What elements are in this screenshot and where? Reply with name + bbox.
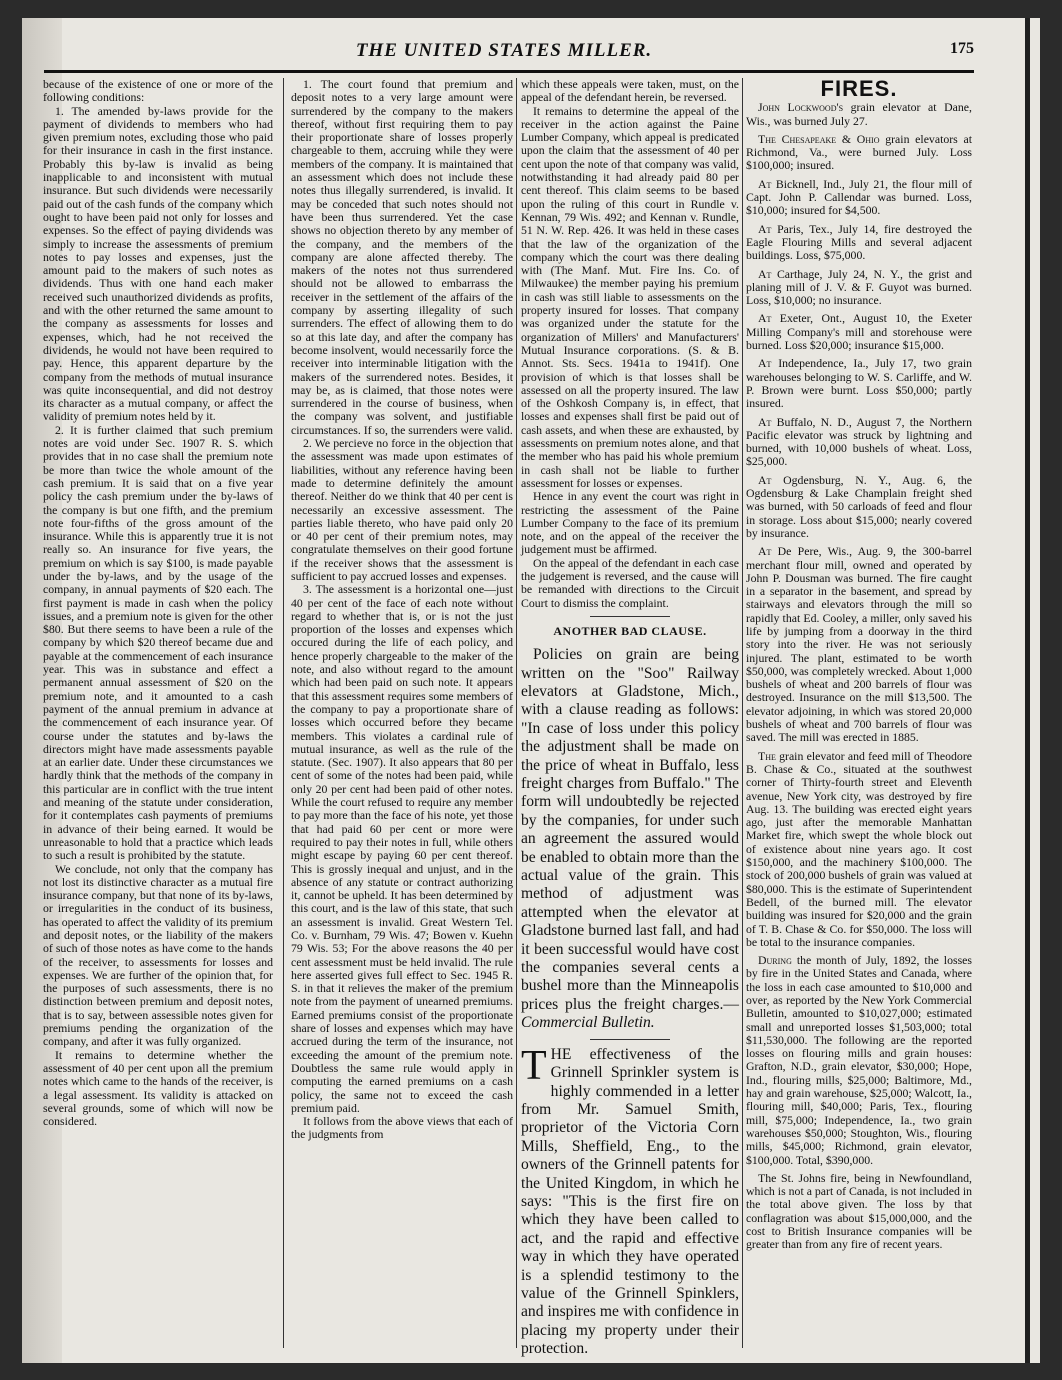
fire-report-lead: At <box>758 176 772 191</box>
column-2 <box>291 78 513 1348</box>
paragraph: 2. We percieve no force in the objection that the assessment was made upon estimates of liabilities, without any reference having been made to determine definitely the amount thereof. Neither do we think that 40 per cent is necessarily an excessive assessment. The parties liable thereto, who have paid only 20 or 40 per cent of their premium notes, may congratulate themselves on their good fortune if the receiver shows that the assessment is sufficient to pay accrued losses and expenses. <box>291 436 513 583</box>
article-text: Policies on grain are being written on the "Soo" Railway elevators at Gladstone, Mich., with a clause reading as follows: "In case of loss under this policy the adjustment shall be made on the price of wheat in Buffalo, less freight charges from Buffalo." The form will undoubtedly be rejected by the companies, for under such an agreement the assured would be enabled to obtain more than the actual value of the grain. This method of adjustment was attempted when the elevator at Gladstone burned last fall, and had it been successful would have cost the companies several cents a bushel more than the Minneapolis prices plus the freight charges.— <box>521 646 739 1013</box>
fire-report-text: De Pere, Wis., Aug. 9, the 300-barrel merchant flour mill, owned and operated by John P. Dousman was burned. The fire caught in a separator in the basement, and spread by stairways and elevators through the mill so rapidly that Ed. Cooley, a miller, only saved his life by jumping from a doorway in the third story into the river. He was not seriously injured. The plant, estimated to be worth $50,000, was completely wrecked. About 1,000 bushels of wheat and 200 barrels of flour was destroyed. Insurance on the mill $13,500. The elevator adjoining, in which was stored 20,000 bushels of wheat and 700 barrels of flour was saved. The mill was erected in 1885. <box>746 544 972 745</box>
column-4 <box>746 78 972 1348</box>
paragraph: It remains to determine the appeal of the receiver in the action against the Paine Lumber Company, which appeal is predicated upon the claim that the assessment of 40 per cent upon the note of that company was valid, notwithstanding it had already paid 80 per cent thereof. This claim seems to be based upon the ruling of this court in Rundle v. Kennan, 79 Wis. 492; and Kennan v. Rundle, 51 N. W. Rep. 426. It was held in these cases that the law of the organization of the company which the court was there dealing with (The Manf. Mut. Fire Ins. Co. of Milwaukee) the member paying his premium in cash was still liable to assessments on the property insured for losses. That company was organized under the statute for the organization of Millers' and Manufacturers' Mutual Insurance corporations. (S. & B. Annot. Sts. Secs. 1941a to 1941f). One provision of which is that losses shall be assessed on all the property insured. The law of the Oshkosh Company is, in effect, that losses and expenses shall first be paid out of cash assets, and when these are exhausted, by assessments on premium notes alone, and that the member who has paid his whole premium in cash shall not be liable to further assessment for losses or expenses. <box>521 103 739 490</box>
paragraph: On the appeal of the defendant in each case the judgement is reversed, and the cause will be remanded with directions to the Circuit Court to dismiss the complaint. <box>521 555 739 610</box>
fire-report <box>746 133 972 173</box>
page-number: 175 <box>950 40 974 57</box>
fire-report-text: grain elevator and feed mill of Theodore B. Chase & Co., situated at the southwest corner of Thirty-fourth street and Eleventh avenue, New York city, was destroyed by fire Aug. 13. The building was erected eight years ago, just after the memorable Manhattan Market fire, which swept the whole block out of existence about nine years ago. It cost $150,000, and the machinery $100,000. The stock of 200,000 bushels of grain was valued at $80,000. This is the estimate of Superintendent Bedell, of the burned mill. The elevator building was insured for $20,000 and the grain of T. B. Chase & Co. for $50,000. The loss will be total to the insurance companies. <box>746 748 972 949</box>
fire-report-text: The St. Johns fire, being in Newfoundland, which is not a part of Canada, is not included in the total above given. The loss by that conflagration was about $15,000,000, and the cost to British Insurance companies will be greater than from any fire of recent years. <box>746 1170 972 1252</box>
fire-report-lead: At <box>758 356 772 371</box>
fire-report <box>746 223 972 263</box>
section-rule <box>590 1039 670 1040</box>
article-body <box>521 646 739 1033</box>
paragraph: 1. The court found that premium and deposit notes to a very large amount were surrendered by the company to the makers thereof, without first requiring them to pay their proportionate share of losses properly chargeable to them, accruing while they were members of the company. It is maintained that an assessment which does not include these notes thus illegally surrendered, is invalid. It may be conceded that such notes should not have been thus surrendered. Yet the case shows no objection thereto by any member of the company, and the members of the company are alone affected thereby. The makers of the notes not thus surrendered should not be allowed to embarrass the receiver in the settlement of the affairs of the company by asserting illegality of such surrenders. The effect of allowing them to do so at this late day, and after the company has become insolvent, would necessarily force the receiver into interminable litigation with the makers of the surrendered notes. Besides, it may be, as is claimed, that those notes were surrendered in the course of business, when the company was solvent, and justifiable circumstances. If so, the surrenders were valid. <box>291 77 513 437</box>
section-rule <box>590 616 670 617</box>
paragraph: 2. It is further claimed that such premium notes are void under Sec. 1907 R. S. which provides that in no case shall the premium note be more than twice the whole amount of the cash premium. It is said that on a five year policy the cash premium under the by-laws of the company is but one fifth, and the premium note four-fifths of the gross amount of the insurance. While this is apparently true it is not really so. An insurance for five years, the premium on which is say $100, is made payable under the by-laws, and by the usage of the company, in annual payments of $20 each. The first payment is made in cash when the policy issues, and a premium note is given for the other $80. But there seems to have been a rule of the company by which $20 thereof became due and payable at the commencement of each insurance year. This was in substance and effect a permanent annual assessment of $20 on the premium note, and it amounted to a cash payment of the annual premium in advance at the commencement of each insurance year. Of course under the statutes and by-laws the directors might have made assessments payable at an earlier date. Under these circumstances we hardly think that the methods of the company in this particular are in conflict with the true intent and meaning of the statute under consideration, for it contemplates cash payments of premiums in advance of their being earned. It would be unreasonable to hold that a practice which leads to such a result is prohibited by the statute. <box>43 422 273 863</box>
fire-report <box>746 474 972 540</box>
article-heading: ANOTHER BAD CLAUSE. <box>553 623 707 638</box>
column-divider <box>283 78 284 1348</box>
fire-report <box>746 750 972 949</box>
column-divider <box>742 78 743 1348</box>
article-another-bad-clause <box>521 646 739 1358</box>
fire-report-text: Ogdensburg, N. Y., Aug. 6, the Ogdensburg & Lake Champlain freight shed was burned, with 50 carloads of feed and flour in storage. Loss about $15,000; nearly covered by insurance. <box>746 472 972 540</box>
fire-report-text: Carthage, July 24, N. Y., the grist and planing mill of J. V. & F. Guyot was burned. Loss, $10,000; no insurance. <box>746 266 972 308</box>
column-divider <box>516 78 517 1348</box>
fire-report-lead: The <box>758 748 776 763</box>
fires-heading: FIRES. <box>820 76 898 101</box>
fire-report-text: Paris, Tex., July 14, fire destroyed the Eagle Flouring Mills and several adjacent buildings. Loss, $75,000. <box>746 221 972 263</box>
header-rule <box>44 70 974 73</box>
fires-list <box>746 101 972 1251</box>
paragraph: because of the existence of one or more of the following conditions: <box>43 77 273 105</box>
fire-report <box>746 545 972 744</box>
column-3 <box>521 77 739 1358</box>
paragraph: 3. The assessment is a horizontal one—just 40 per cent of the face of each note without regard to whether that is, or is not the just proportion of the losses and expenses which occured during the life of each policy, and hence properly chargeable to the maker of the note, and also without regard to the amount which had been paid on such note. It appears that this assessment requires some members of the company to pay a proportionate share of losses which occurred before they became members. This violates a cardinal rule of mutual insurance, as well as the rule of the statute. (Sec. 1907). It also appears that 80 per cent of some of the notes had been paid, while only 20 per cent had been paid of other notes. While the court refused to require any member to pay more than the face of his note, yet those that had paid 60 per cent or more were required to pay their notes in full, while others might escape by paying 60 per cent thereof. This is grossly inequal and unjust, and in the absence of any statute or contract authorizing it, cannot be upheld. It has been determined by this court, and is the law of this state, that such an assessment is invalid. Great Western Tel. Co. v. Burnham, 79 Wis. 47; Bowen v. Kuehn 79 Wis. 53; For the above reasons the 40 per cent assessment must be held invalid. The rule here asserted gives full effect to Sec. 1945 R. S. in that it relieves the maker of the premium note from the payment of unearned premiums. Earned premiums consist of the proportionate share of losses and expenses which may have accrued during the term of the insurance, not exceeding the amount of the premium note. Doubtless the same rule would apply in computing the earned premiums on a cash policy, the same not to exceed the cash premium paid. <box>291 582 513 1115</box>
page-edge-bar <box>1025 18 1030 1363</box>
fire-report <box>746 178 972 218</box>
fire-report <box>746 416 972 469</box>
fire-report <box>746 312 972 352</box>
fire-report-text: Exeter, Ont., August 10, the Exeter Milling Company's mill and storehouse were burned. Loss $20,000; insurance $15,000. <box>746 311 972 353</box>
fire-report-lead: At <box>758 311 772 326</box>
fire-report-text: Buffalo, N. D., August 7, the Northern Pacific elevator was struck by lightning and burned, with 10,000 bushels of wheat. Loss, $25,000. <box>746 414 972 469</box>
drop-cap: T <box>521 1042 547 1089</box>
article-source: Commercial Bulletin. <box>521 1014 655 1032</box>
paragraph: It remains to determine whether the assessment of 40 per cent upon all the premium notes which came to the hands of the receiver, is a legal assessment. Its validity is attacked on several grounds, some of which will now be considered. <box>43 1047 273 1129</box>
paragraph: We conclude, not only that the company has not lost its distinctive character as a mutual fire insurance company, but that none of its by-laws, or irregularities in the conduct of its business, has operated to affect the validity of its premium and deposit notes, or the liability of the makers of such of those notes as have come to the hands of the receiver, to assessments for losses and expenses. We are further of the opinion that, for the purposes of such assessments, there is no distinction between premium and deposit notes, that is to say, between assessible notes given for premiums pending the organization of the company, and after it was fully organized. <box>43 861 273 1049</box>
fire-report-text: Bicknell, Ind., July 21, the flour mill of Capt. John P. Callendar was burned. Loss, $10,000; insured for $4,500. <box>746 176 972 218</box>
fire-report <box>746 268 972 308</box>
fire-report-lead: The Chesapeake & Ohio <box>758 131 880 146</box>
paragraph: 1. The amended by-laws provide for the payment of dividends to members who had given premium notes, excluding those who paid for their insurance in cash in the first instance. Probably this by-law is invalid as being inapplicable to and inconsistent with mutual insurance. But such dividends were necessarily paid out of the cash funds of the company which ought to have been paid not only for losses and expenses. So the effect of paying dividends was simply to increase the assessments of premium notes to pay losses and expenses, just the amount paid to the makers of such notes as dividends. Thus with one hand each maker received such unauthorized dividends as profits, and with the other returned the same amount to the company as assessments for losses and expenses, which, had he not received the dividends, he would not have been required to pay. Hence, this apparent departure by the company from the methods of mutual insurance was quite inconsequential, and did not destroy its character as a mutual company, or affect the validity of premium notes held by it. <box>43 103 273 424</box>
fire-report-text: grain elevator at Dane, Wis., was burned July 27. <box>746 100 972 128</box>
column-1 <box>43 78 273 1348</box>
fire-report <box>746 1172 972 1252</box>
fire-report-lead: At <box>758 414 772 429</box>
article-text: HE effectiveness of the Grinnell Sprinkler system is highly commended in a letter from Mr. Samuel Smith, proprietor of the Victoria Corn Mills, Sheffield, Eng., to the owners of the Grinnell patents for the United Kingdom, in which he says: "This is the first fire on which they have been called to act, and the rapid and effective way in which they have operated is a splendid testimony to the value of the Grinnell Spinklers, and inspires me with confidence in placing my property under their protection. <box>521 1045 739 1358</box>
fire-report <box>746 357 972 410</box>
paragraph: Hence in any event the court was right in restricting the assessment of the Paine Lumber Company to the face of its premium note, and on the appeal of the receiver the judgement must be affirmed. <box>521 489 739 557</box>
masthead-title: THE UNITED STATES MILLER. <box>355 40 653 61</box>
fire-report <box>746 954 972 1167</box>
fire-report-text: Independence, Ia., July 17, two grain warehouses belonging to W. S. Carliffe, and W. P. Brown were burnt. Loss $50,000; partly insured. <box>746 356 972 411</box>
paragraph: It follows from the above views that each of the judgments from <box>291 1114 513 1142</box>
fire-report-lead: At <box>758 544 772 559</box>
fire-report-lead: At <box>758 221 772 236</box>
page-header <box>44 38 974 78</box>
fire-report-lead: At <box>758 266 772 281</box>
fire-report <box>746 101 972 128</box>
fire-report-text: grain elevators at Richmond, Va., were burned July. Loss $100,000; insured. <box>746 131 972 173</box>
fire-report-lead: John Lockwood's <box>758 100 844 115</box>
fire-report-text: the month of July, 1892, the losses by fire in the United States and Canada, where the loss in each case amounted to $10,000 and over, as reported by the New York Commercial Bulletin, amounted to $10,027,000; estimated small and unreported losses $1,503,000; total $11,530,000. The following are the reported losses on flouring mills and grain houses: Grafton, N.D., grain elevator, $30,000; Hope, Ind., flouring mills, $25,000; Baltimore, Md., hay and grain warehouse, $25,000; Walcott, Ia., flouring mill, $40,000; Paris, Tex., flouring mill, $75,000; Independence, Ia., two grain warehouses $50,000; Stoughton, Wis., flouring mills, $45,000; Richmond, grain elevator, $100,000. Total, $390,000. <box>746 953 972 1167</box>
fire-report-lead: During <box>758 953 792 968</box>
paragraph: which these appeals were taken, must, on the appeal of the defendant herein, be reversed. <box>521 77 739 105</box>
fire-report-lead: At <box>758 472 772 487</box>
article-grinnell <box>521 1042 739 1359</box>
